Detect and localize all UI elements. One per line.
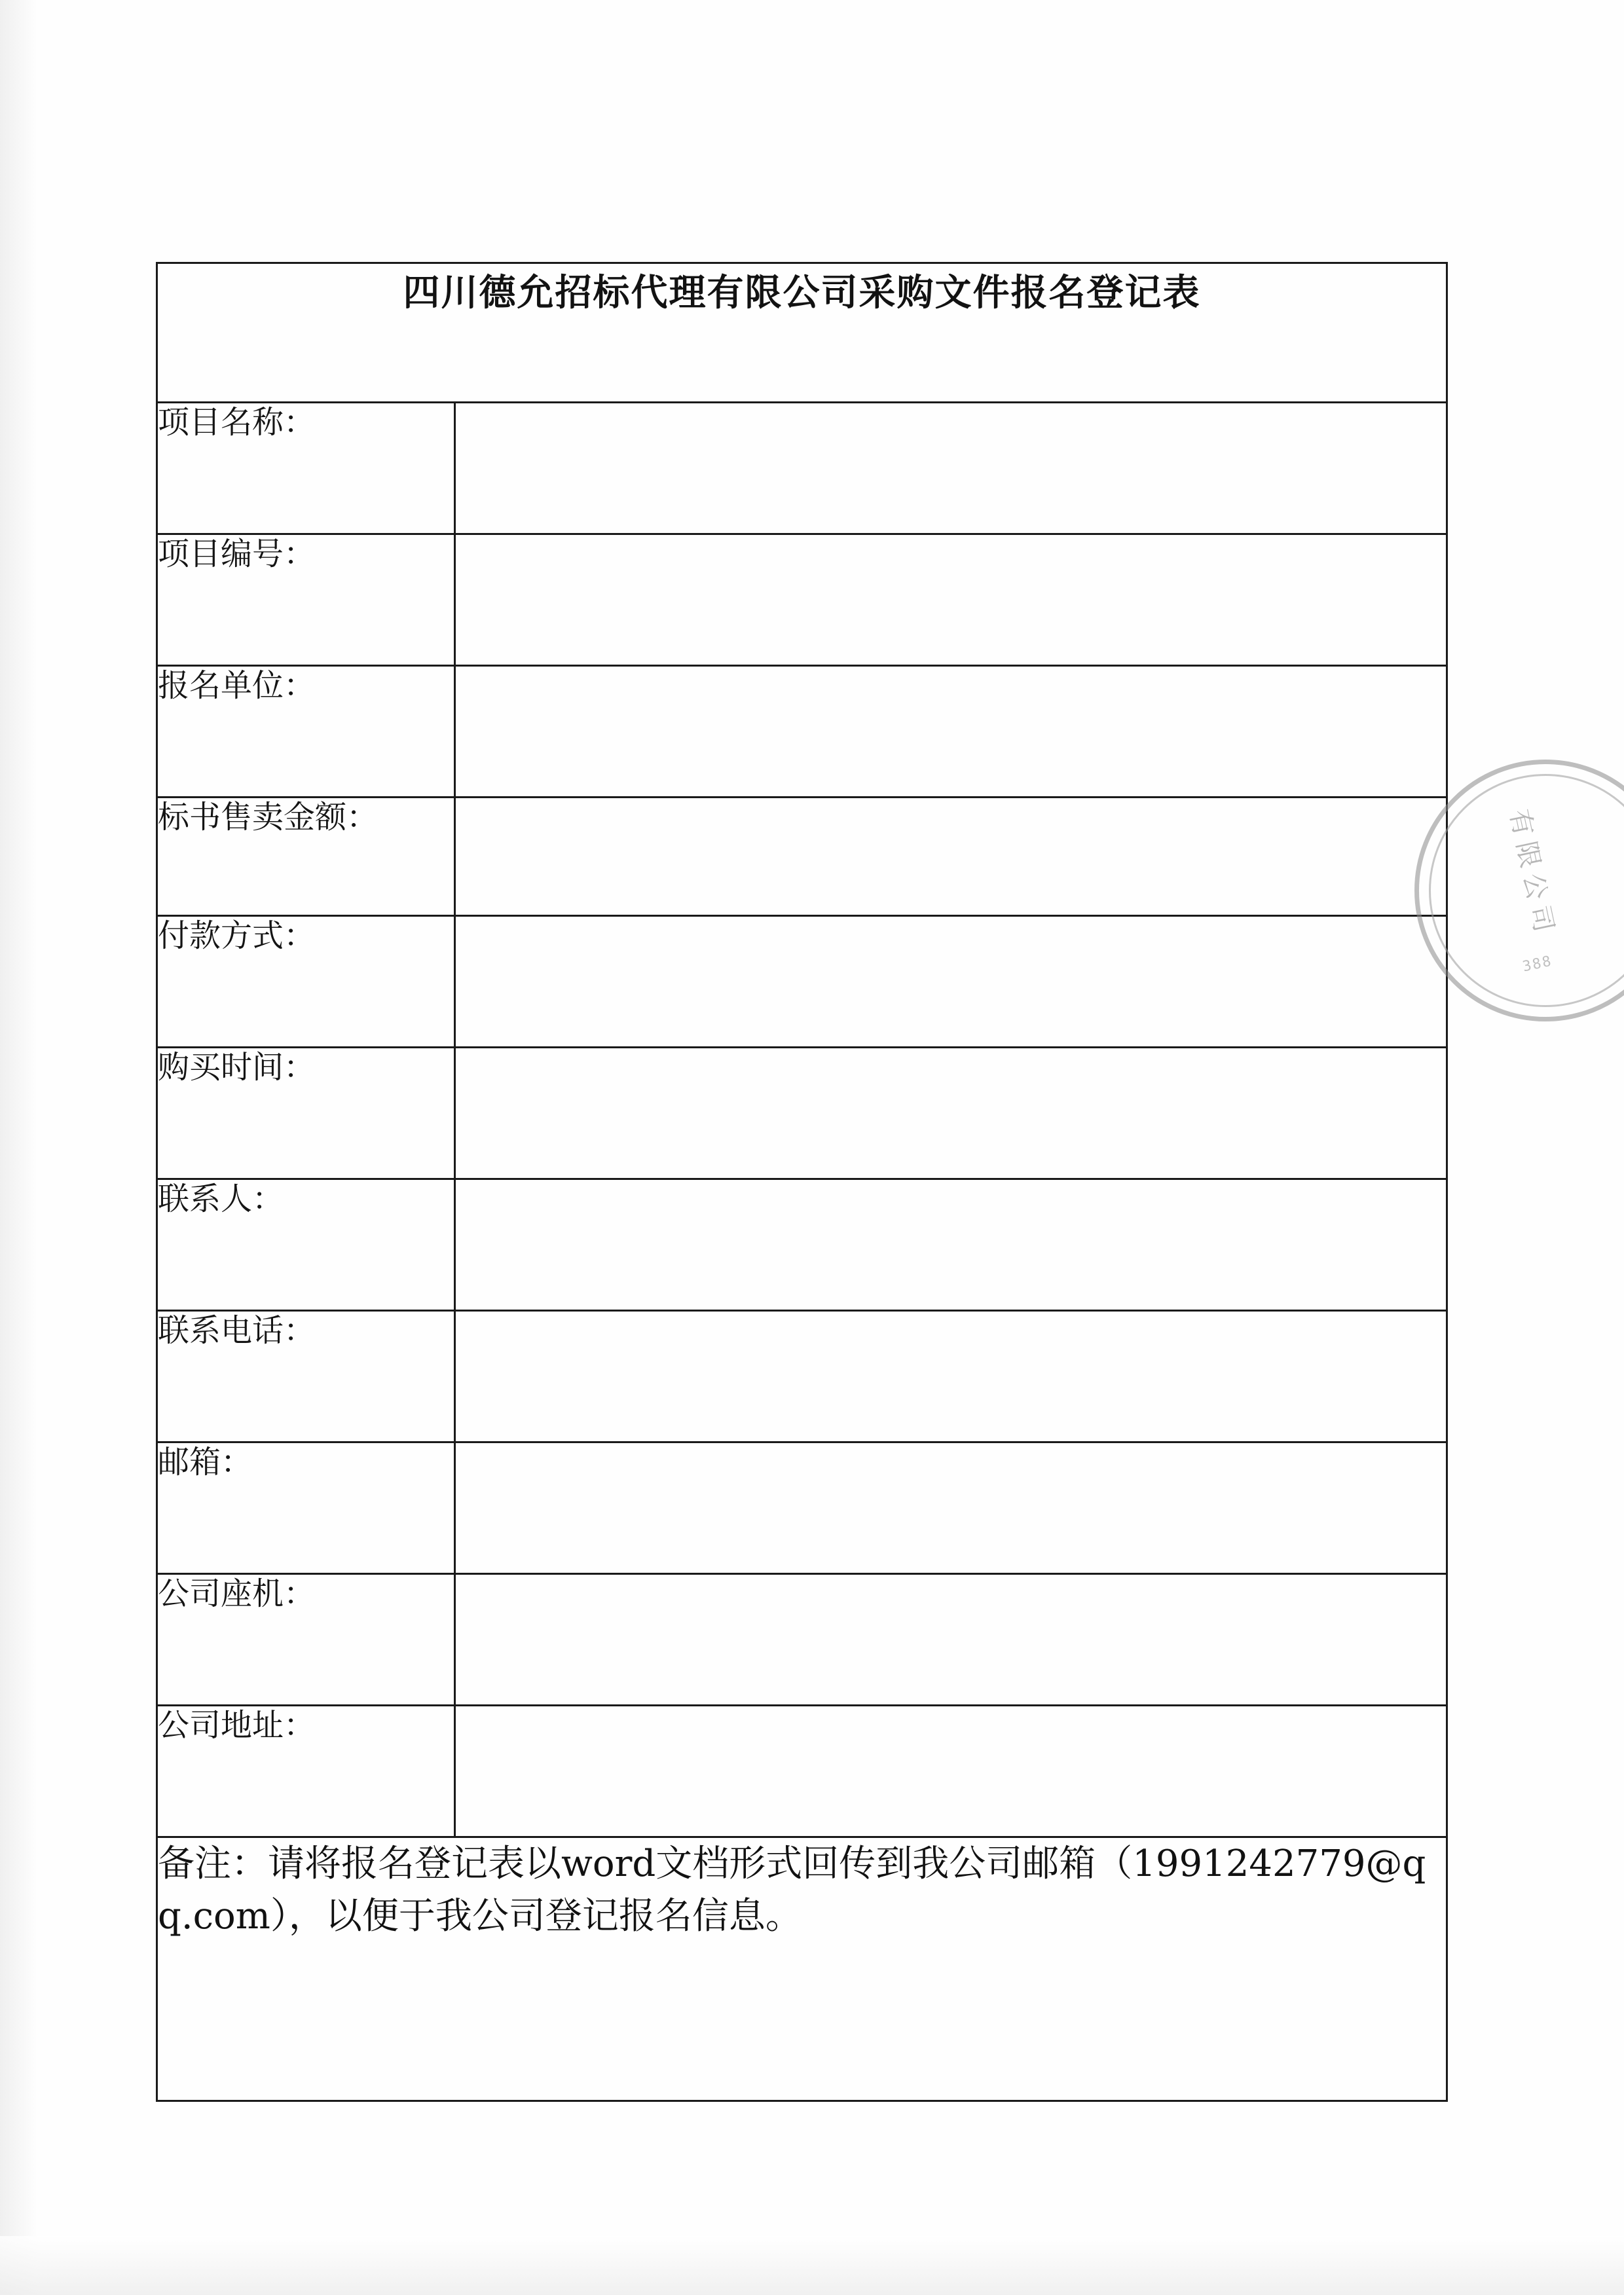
value-text [456, 403, 1446, 410]
field-label-payment-method [157, 916, 455, 1048]
page-edge-shadow-bottom [0, 2236, 1624, 2295]
label-text: 邮箱： [158, 1444, 253, 1480]
label-text: 项目编号： [158, 536, 316, 572]
form-title-cell [157, 263, 1447, 403]
label-text: 联系人： [158, 1181, 284, 1217]
field-label-company-address [157, 1706, 455, 1837]
field-label-email [157, 1442, 455, 1574]
table-row [157, 798, 1447, 916]
label-text: 购买时间： [158, 1049, 316, 1086]
table-row [157, 916, 1447, 1048]
table-row [157, 1048, 1447, 1179]
table-row [157, 534, 1447, 666]
field-value-email[interactable] [455, 1442, 1447, 1574]
page-edge-shadow-left [0, 0, 39, 2295]
value-text [456, 1180, 1446, 1186]
value-text [456, 1048, 1446, 1055]
field-label-project-number [157, 534, 455, 666]
form-note-cell [157, 1837, 1447, 2101]
field-label-applicant-unit [157, 666, 455, 798]
table-row [157, 1706, 1447, 1837]
field-value-company-address[interactable] [455, 1706, 1447, 1837]
field-value-applicant-unit[interactable] [455, 666, 1447, 798]
label-text: 项目名称： [158, 404, 316, 441]
table-row [157, 1574, 1447, 1706]
table-row [157, 1311, 1447, 1442]
value-text [456, 667, 1446, 673]
table-row [157, 403, 1447, 534]
field-label-purchase-time [157, 1048, 455, 1179]
field-label-contact-person [157, 1179, 455, 1311]
field-label-project-name [157, 403, 455, 534]
field-value-payment-method[interactable] [455, 916, 1447, 1048]
field-value-contact-person[interactable] [455, 1179, 1447, 1311]
label-text: 公司座机： [158, 1575, 316, 1612]
table-row-note [157, 1837, 1447, 2101]
label-text: 付款方式： [158, 917, 316, 954]
label-text: 公司地址： [158, 1707, 316, 1744]
field-label-company-landline [157, 1574, 455, 1706]
value-text [456, 1575, 1446, 1581]
field-value-contact-phone[interactable] [455, 1311, 1447, 1442]
registration-form-table [156, 262, 1448, 2102]
field-value-bid-document-price[interactable] [455, 798, 1447, 916]
table-row-title [157, 263, 1447, 403]
field-value-project-name[interactable] [455, 403, 1447, 534]
field-value-company-landline[interactable] [455, 1574, 1447, 1706]
value-text [456, 798, 1446, 805]
table-row [157, 666, 1447, 798]
seal-number: 388 [1521, 953, 1554, 976]
value-text [456, 1312, 1446, 1318]
company-seal-stamp [1500, 760, 1624, 1048]
value-text [456, 1443, 1446, 1450]
seal-text: 有限公司 [1504, 806, 1560, 942]
label-text: 联系电话： [158, 1312, 316, 1349]
field-value-project-number[interactable] [455, 534, 1447, 666]
note-text: 备注：请将报名登记表以word文档形式回传到我公司邮箱（1991242779@qq.com），以便于我公司登记报名信息。 [158, 1843, 1426, 1937]
table-row [157, 1179, 1447, 1311]
field-label-contact-phone [157, 1311, 455, 1442]
page-title: 四川德允招标代理有限公司采购文件报名登记表 [403, 271, 1201, 314]
table-row [157, 1442, 1447, 1574]
value-text [456, 535, 1446, 542]
value-text [456, 1706, 1446, 1713]
value-text [456, 917, 1446, 923]
label-text: 报名单位： [158, 667, 316, 704]
field-label-bid-document-price [157, 798, 455, 916]
label-text: 标书售卖金额： [158, 799, 378, 835]
field-value-purchase-time[interactable] [455, 1048, 1447, 1179]
